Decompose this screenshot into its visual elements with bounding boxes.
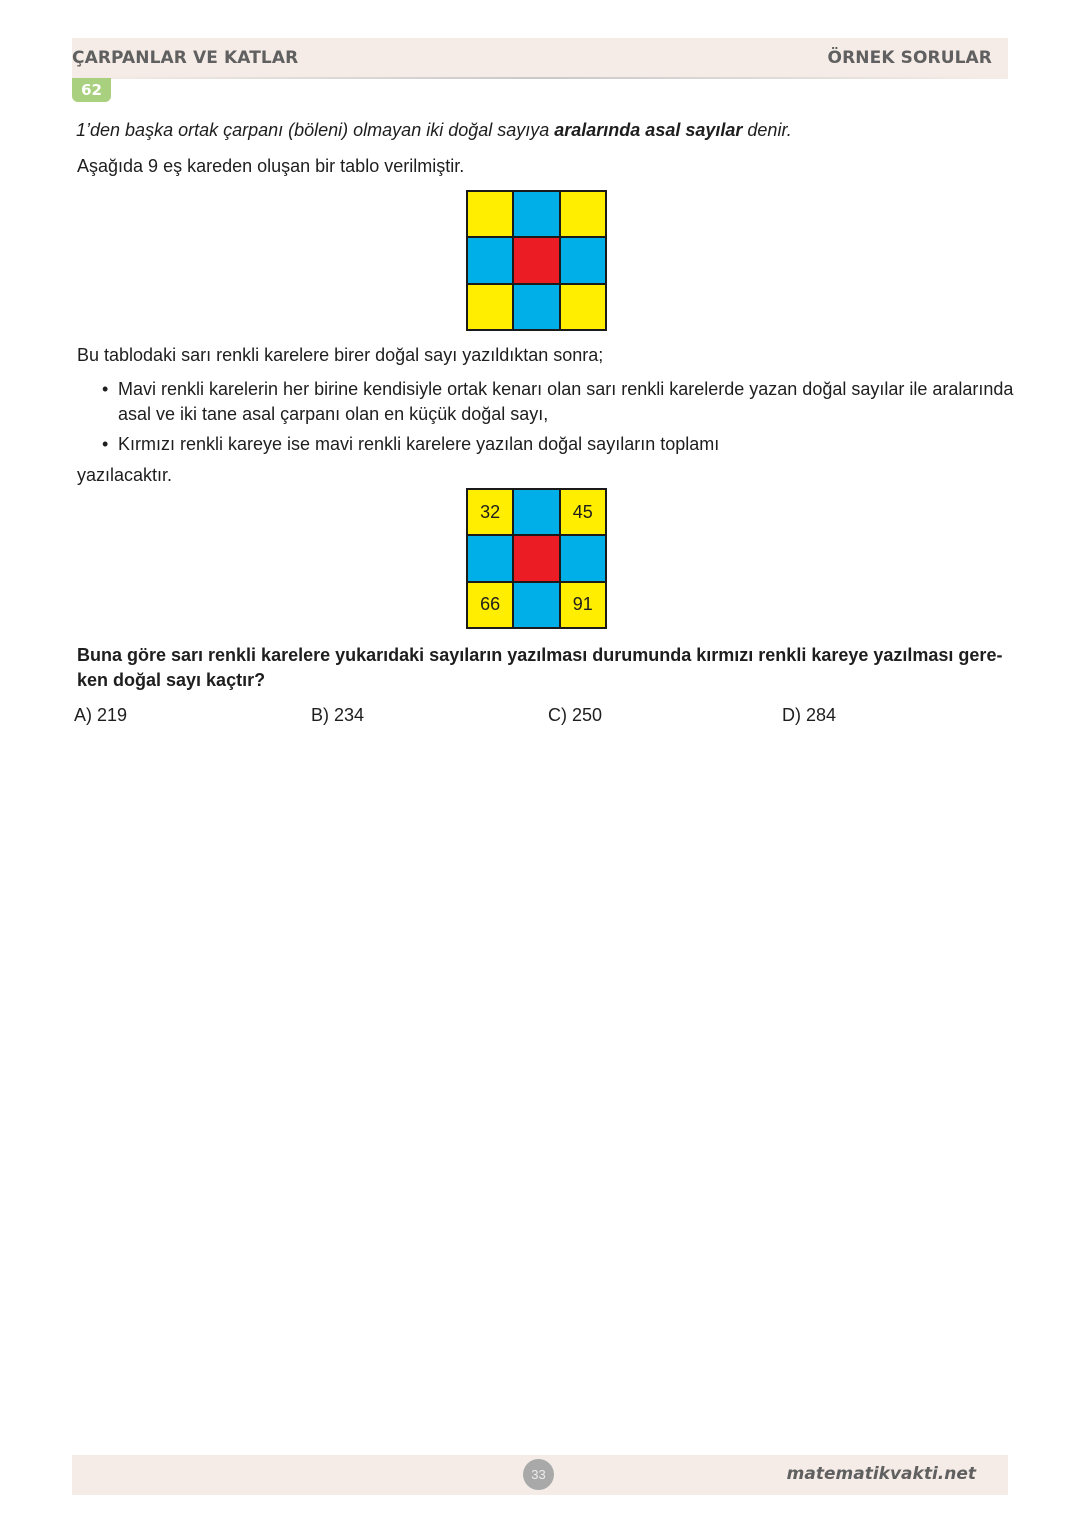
grid1-cell-blue [514, 285, 558, 329]
grid1-cell-red [514, 238, 558, 282]
grid2-cell-red [514, 536, 558, 580]
grid1-cell-blue [514, 192, 558, 236]
grid2-cell-blue [514, 490, 558, 534]
grid2-cell-blue [514, 583, 558, 627]
table-intro-text: Aşağıda 9 eş kareden oluşan bir tablo verilmiştir. [77, 156, 465, 176]
definition-suffix: denir. [742, 120, 792, 140]
header-divider [72, 77, 1008, 79]
grid2-cell-top-left: 32 [468, 490, 512, 534]
chapter-title: ÇARPANLAR VE KATLAR [72, 48, 299, 68]
grid2-cell-blue [561, 536, 605, 580]
option-b[interactable]: B) 234 [311, 705, 365, 725]
grid2-cell-blue [468, 536, 512, 580]
rule-outro-text: yazılacaktır. [77, 465, 173, 485]
definition-term: aralarında asal sayılar [554, 120, 743, 140]
grid2-cell-bottom-left: 66 [468, 583, 512, 627]
definition-prefix: 1’den başka ortak çarpanı (böleni) olmayan iki doğal sayıya [76, 120, 555, 140]
grid1-cell-yellow [561, 192, 605, 236]
section-title: ÖRNEK SORULAR [827, 48, 992, 68]
page-number: 33 [523, 1459, 554, 1490]
option-c[interactable]: C) 250 [548, 705, 603, 725]
option-d[interactable]: D) 284 [782, 705, 837, 725]
option-a[interactable]: A) 219 [74, 705, 128, 725]
grid2-cell-top-right: 45 [561, 490, 605, 534]
site-name: matematikvakti.net [786, 1464, 976, 1484]
bullet-item-1 [102, 377, 1013, 401]
rule-intro-text: Bu tablodaki sarı renkli karelere birer doğal sayı yazıldıktan sonra; [77, 345, 604, 365]
bullet-1-text: Mavi renkli karelerin her birine kendisiyle ortak kenarı olan sarı renkli karelerde yazan doğal sayılar ile aralarında [118, 379, 1014, 399]
grid1-cell-blue [468, 238, 512, 282]
grid1-cell-yellow [468, 285, 512, 329]
bullet-icon: • [102, 434, 109, 454]
bullet-2-text: Kırmızı renkli kareye ise mavi renkli karelere yazılan doğal sayıların toplamı [118, 434, 720, 454]
grid1-cell-blue [561, 238, 605, 282]
bullet-icon: • [102, 379, 109, 399]
question-line-1: Buna göre sarı renkli karelere yukarıdaki sayıların yazılması durumunda kırmızı renkli kareye yazılması gere- [77, 645, 1003, 665]
grid2-cell-bottom-right: 91 [561, 583, 605, 627]
question-line-2: ken doğal sayı kaçtır? [77, 670, 266, 690]
grid1-cell-yellow [468, 192, 512, 236]
problem-number-badge: 62 [72, 78, 111, 102]
bullet-item-2 [102, 432, 719, 456]
numbered-color-grid [466, 488, 607, 629]
definition-text [76, 118, 792, 142]
grid1-cell-yellow [561, 285, 605, 329]
empty-color-grid [466, 190, 607, 331]
bullet-1-continuation: asal ve iki tane asal çarpanı olan en küçük doğal sayı, [118, 404, 549, 424]
